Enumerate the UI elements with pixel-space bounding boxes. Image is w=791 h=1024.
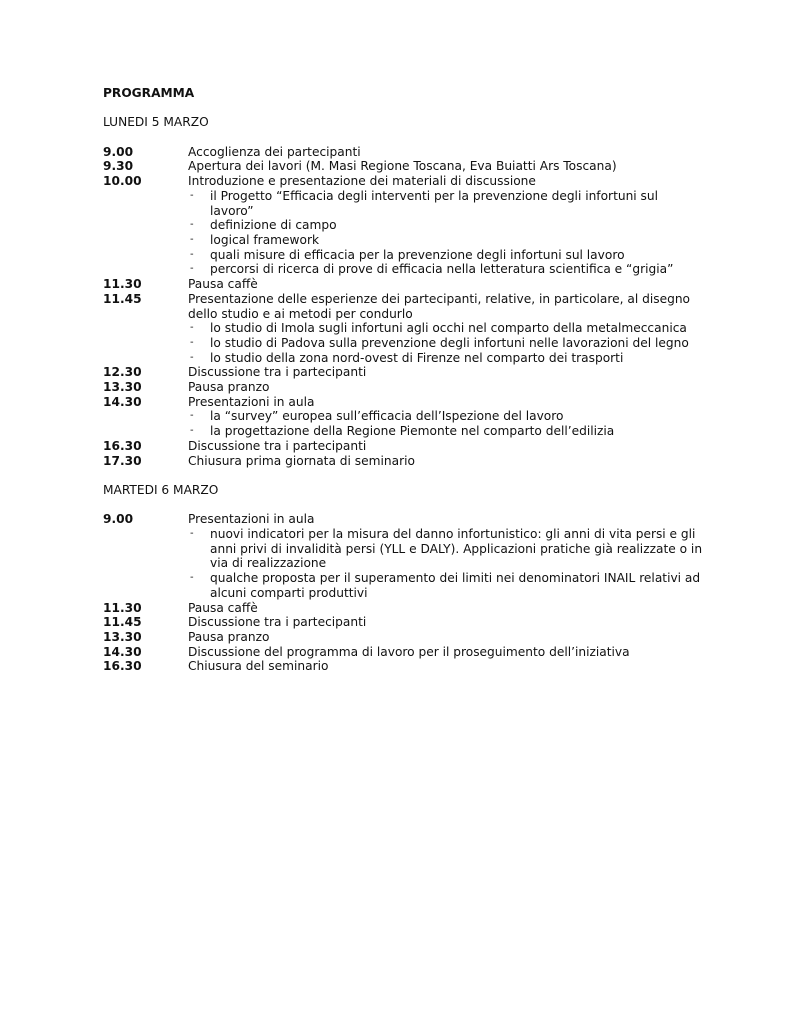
session-bullets xyxy=(188,409,703,438)
session-bullets xyxy=(188,527,703,601)
time-slot: 10.00 xyxy=(103,174,142,189)
schedule-row xyxy=(103,601,703,616)
session-content xyxy=(188,277,703,292)
time-slot: 11.45 xyxy=(103,291,142,306)
schedule-row xyxy=(103,174,703,277)
bullet-item: - nuovi indicatori per la misura del danno infortunistico: gli anni di vita persi e gli anni privi di invalidità persi (YLL e DALY). Applicazioni pratiche già realizzate o in via di realizzazione xyxy=(188,527,703,571)
bullet-item: - il Progetto “Efficacia degli interventi per la prevenzione degli infortuni sul lavoro” xyxy=(188,189,703,218)
schedule-row xyxy=(103,615,703,630)
session-content xyxy=(188,454,703,469)
time-slot: 9.00 xyxy=(103,144,134,159)
document-page xyxy=(103,86,703,674)
day-section xyxy=(103,115,703,468)
time-slot: 12.30 xyxy=(103,365,142,380)
day-label: LUNEDI 5 MARZO xyxy=(103,115,209,130)
bullet-item: - definizione di campo xyxy=(188,218,703,233)
schedule-row xyxy=(103,659,703,674)
schedule-row xyxy=(103,145,703,160)
time-slot: 17.30 xyxy=(103,453,142,468)
session-content xyxy=(188,630,703,645)
document-title: PROGRAMMA xyxy=(103,86,195,100)
bullet-item: - qualche proposta per il superamento dei limiti nei denominatori INAIL relativi ad alcuni comparti produttivi xyxy=(188,571,703,600)
session-content xyxy=(188,645,703,660)
time-slot: 13.30 xyxy=(103,629,142,644)
schedule-row xyxy=(103,630,703,645)
session-title: Accoglienza dei partecipanti xyxy=(188,144,361,159)
schedule-row xyxy=(103,292,703,366)
session-title: Presentazioni in aula xyxy=(188,394,315,409)
time-slot: 9.30 xyxy=(103,159,134,174)
session-title: Presentazione delle esperienze dei partecipanti, relative, in particolare, al disegno dello studio e ai metodi per condurlo xyxy=(188,291,690,321)
session-title: Introduzione e presentazione dei materiali di discussione xyxy=(188,174,536,189)
bullet-item: - logical framework xyxy=(188,233,703,248)
session-title: Pausa pranzo xyxy=(188,629,270,644)
session-title: Presentazioni in aula xyxy=(188,512,315,527)
session-title: Chiusura prima giornata di seminario xyxy=(188,453,415,468)
session-content xyxy=(188,292,703,366)
bullet-item: - la progettazione della Regione Piemonte nel comparto dell’edilizia xyxy=(188,424,703,439)
schedule-row xyxy=(103,645,703,660)
session-content xyxy=(188,159,703,174)
bullet-item: - lo studio della zona nord-ovest di Firenze nel comparto dei trasporti xyxy=(188,351,703,366)
time-slot: 14.30 xyxy=(103,394,142,409)
time-slot: 11.30 xyxy=(103,600,142,615)
bullet-item: - lo studio di Padova sulla prevenzione degli infortuni nelle lavorazioni del legno xyxy=(188,336,703,351)
schedule-row xyxy=(103,454,703,469)
time-slot: 14.30 xyxy=(103,644,142,659)
schedule-row xyxy=(103,395,703,439)
bullet-item: - la “survey” europea sull’efficacia dell’Ispezione del lavoro xyxy=(188,409,703,424)
time-slot: 11.45 xyxy=(103,615,142,630)
session-content xyxy=(188,659,703,674)
session-content xyxy=(188,601,703,616)
bullet-item: - lo studio di Imola sugli infortuni agli occhi nel comparto della metalmeccanica xyxy=(188,321,703,336)
session-content xyxy=(188,145,703,160)
session-title: Apertura dei lavori (M. Masi Regione Toscana, Eva Buiatti Ars Toscana) xyxy=(188,159,617,174)
day-label: MARTEDI 6 MARZO xyxy=(103,482,219,497)
bullet-item: - percorsi di ricerca di prove di efficacia nella letteratura scientifica e “grigia” xyxy=(188,262,703,277)
time-slot: 13.30 xyxy=(103,380,142,395)
session-bullets xyxy=(188,189,703,277)
session-title: Pausa caffè xyxy=(188,600,258,615)
session-title: Pausa pranzo xyxy=(188,380,270,395)
session-content xyxy=(188,174,703,277)
time-slot: 9.00 xyxy=(103,512,134,527)
time-slot: 11.30 xyxy=(103,277,142,292)
session-title: Pausa caffè xyxy=(188,277,258,292)
schedule-row xyxy=(103,512,703,600)
session-content xyxy=(188,365,703,380)
session-title: Discussione del programma di lavoro per il proseguimento dell’iniziativa xyxy=(188,644,630,659)
time-slot: 16.30 xyxy=(103,438,142,453)
session-content xyxy=(188,395,703,439)
schedule-row xyxy=(103,159,703,174)
session-content xyxy=(188,380,703,395)
session-title: Discussione tra i partecipanti xyxy=(188,365,367,380)
session-title: Discussione tra i partecipanti xyxy=(188,438,367,453)
schedule xyxy=(103,115,703,674)
schedule-row xyxy=(103,439,703,454)
session-content xyxy=(188,615,703,630)
session-content xyxy=(188,439,703,454)
day-section xyxy=(103,483,703,674)
schedule-row xyxy=(103,380,703,395)
schedule-row xyxy=(103,277,703,292)
schedule-row xyxy=(103,365,703,380)
session-bullets xyxy=(188,321,703,365)
session-title: Chiusura del seminario xyxy=(188,659,329,674)
bullet-item: - quali misure di efficacia per la prevenzione degli infortuni sul lavoro xyxy=(188,248,703,263)
time-slot: 16.30 xyxy=(103,659,142,674)
session-content xyxy=(188,512,703,600)
session-title: Discussione tra i partecipanti xyxy=(188,615,367,630)
